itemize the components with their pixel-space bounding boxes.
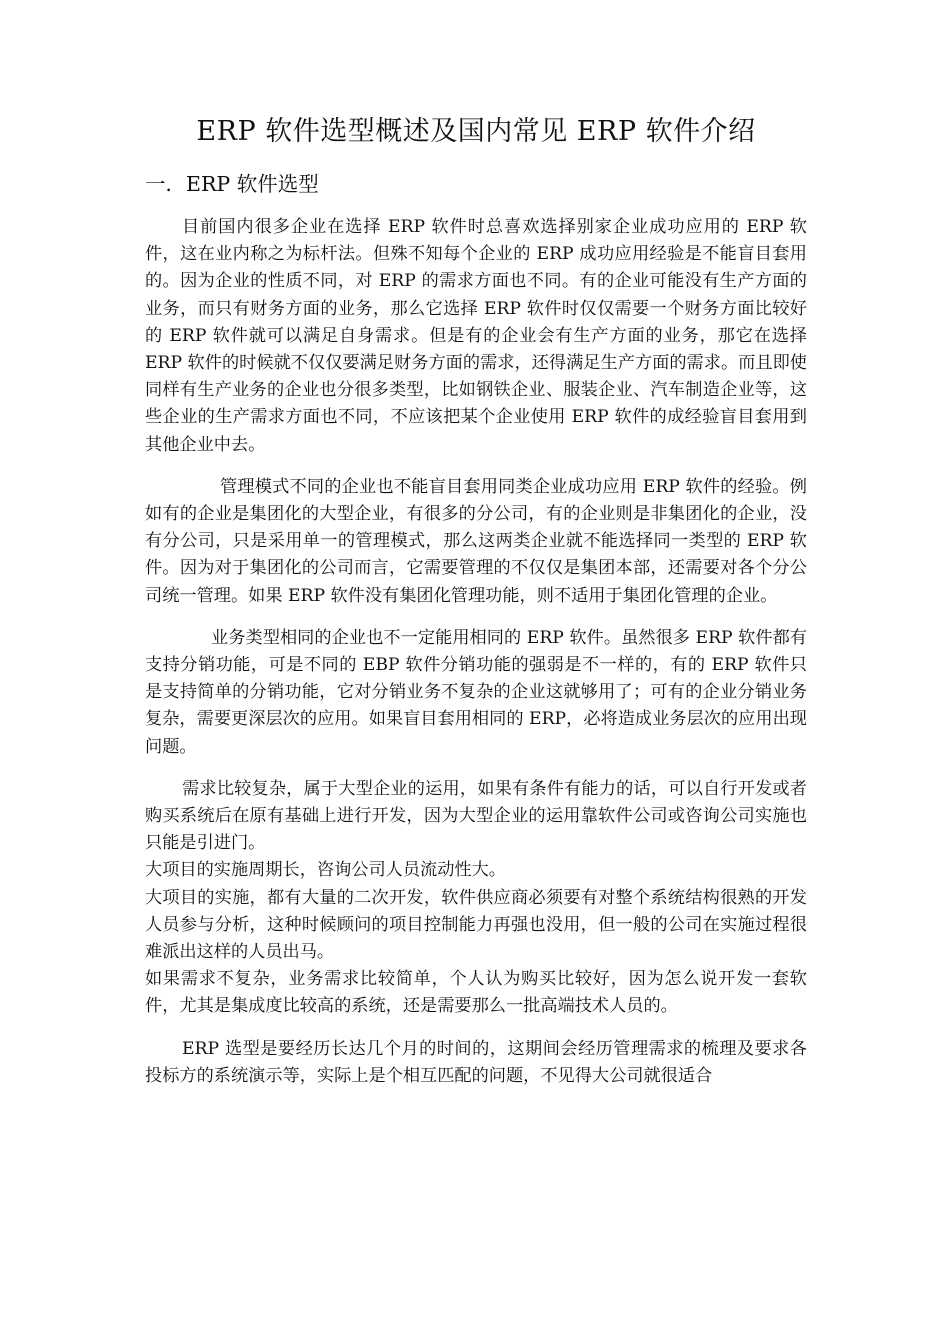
paragraph-implementation-cycle: 大项目的实施周期长，咨询公司人员流动性大。: [145, 860, 506, 881]
paragraph-management-mode: 管理模式不同的企业也不能盲目套用同类企业成功应用 ERP 软件的经验。例如有的企业是集团化的大型企业，有很多的分公司，有的企业则是非集团化的企业，没有分公司，只是采用单一的管理模式，那么这两类企业就不能选择同一类型的 ERP 软件。因为对于集团化的公司而言，它需要管理的不仅仅是集团本部，还需要对各个分公司统一管理。如果 ERP 软件没有集团化管理功能，则不适用于集团化管理的企业。: [145, 476, 807, 606]
document-title: ERP 软件选型概述及国内常见 ERP 软件介绍: [196, 116, 756, 147]
paragraph-selection-process: ERP 选型是要经历长达几个月的时间的，这期间会经历管理需求的梳理及要求各投标方的系统演示等，实际上是个相互匹配的问题，不见得大公司就很适合: [145, 1038, 807, 1086]
paragraph-business-type: 业务类型相同的企业也不一定能用相同的 ERP 软件。虽然很多 ERP 软件都有支持分销功能，可是不同的 EBP 软件分销功能的强弱是不一样的，有的 ERP 软件只是支持简单的分销功能，它对分销业务不复杂的企业这就够用了；可有的企业分销业务复杂，需要更深层次的应用。如果盲目套用相同的 ERP，必将造成业务层次的应用出现问题。: [145, 627, 807, 757]
paragraph-benchmark: 目前国内很多企业在选择 ERP 软件时总喜欢选择别家企业成功应用的 ERP 软件，这在业内称之为标杆法。但殊不知每个企业的 ERP 成功应用经验是不能盲目套用的。因为企业的性质不同，对 ERP 的需求方面也不同。有的企业可能没有生产方面的业务，而只有财务方面的业务，那么它选择 ERP 软件时仅仅需要一个财务方面比较好的 ERP 软件就可以满足自身需求。但是有的企业会有生产方面的业务，那它在选择 ERP 软件的时候就不仅仅要满足财务方面的需求，还得满足生产方面的需求。而且即使同样有生产业务的企业也分很多类型，比如钢铁企业、服装企业、汽车制造企业等，这些企业的生产需求方面也不同，不应该把某个企业使用 ERP 软件的成经验盲目套用到其他企业中去。: [145, 217, 807, 455]
document-body: [145, 112, 807, 1090]
paragraph-complex-needs: 需求比较复杂，属于大型企业的运用，如果有条件有能力的话，可以自行开发或者购买系统后在原有基础上进行开发，因为大型企业的运用靠软件公司或咨询公司实施也只能是引进门。: [145, 778, 807, 854]
section-heading: 一．ERP 软件选型: [145, 172, 319, 196]
paragraph-secondary-development: 大项目的实施，都有大量的二次开发，软件供应商必须要有对整个系统结构很熟的开发人员参与分析，这种时候顾问的项目控制能力再强也没用，但一般的公司在实施过程很难派出这样的人员出马。: [145, 887, 807, 963]
paragraph-simple-needs: 如果需求不复杂，业务需求比较简单，个人认为购买比较好，因为怎么说开发一套软件，尤其是集成度比较高的系统，还是需要那么一批高端技术人员的。: [145, 969, 807, 1017]
